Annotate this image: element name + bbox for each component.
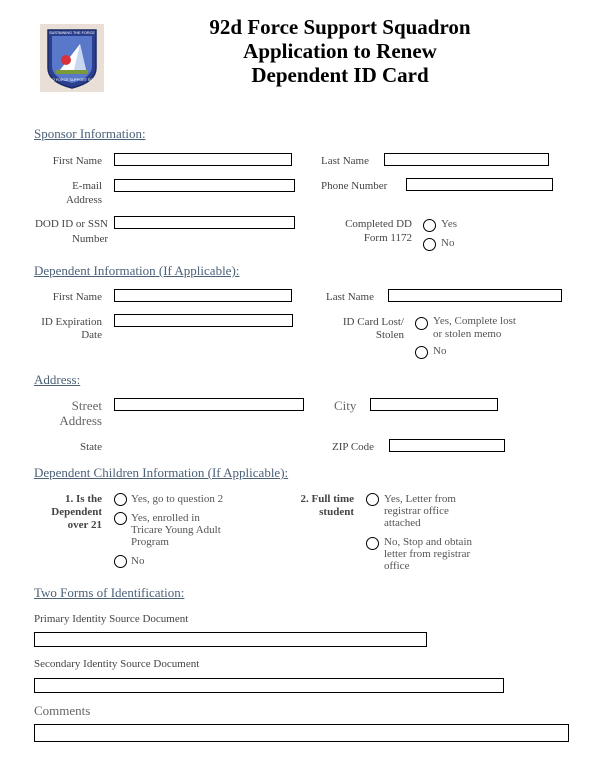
q1-yes-q2-label: Yes, go to question 2 <box>131 493 224 505</box>
q1-label-2: Dependent <box>51 506 102 518</box>
primary-id-label: Primary Identity Source Document <box>34 613 189 625</box>
q2-yes-label-3: attached <box>384 517 421 529</box>
sponsor-phone-field[interactable] <box>406 178 553 191</box>
sponsor-1172-yes-label: Yes <box>441 218 458 230</box>
sponsor-email-label-1: E-mail <box>72 180 102 192</box>
state-label: State <box>80 441 102 453</box>
city-field[interactable] <box>370 398 498 411</box>
sponsor-1172-no-label: No <box>441 237 455 249</box>
q2-yes-radio[interactable] <box>366 493 379 506</box>
dependent-lost-yes-label-2: or stolen memo <box>433 328 502 340</box>
dependent-last-name-label: Last Name <box>326 291 374 303</box>
sponsor-first-name-label: First Name <box>52 155 102 167</box>
dependent-exp-label-2: Date <box>81 329 102 341</box>
q2-yes-label-1: Yes, Letter from <box>384 493 456 505</box>
q2-yes-label-2: registrar office <box>384 505 449 517</box>
identification-heading: Two Forms of Identification: <box>34 585 185 600</box>
q1-yes-tricare-label-2: Tricare Young Adult <box>131 524 221 536</box>
title-line-3: Dependent ID Card <box>251 63 429 87</box>
q2-label-1: 2. Full time <box>300 493 354 505</box>
dependent-lost-label-1: ID Card Lost/ <box>342 316 404 328</box>
city-label: City <box>334 398 357 413</box>
sponsor-email-label-2: Address <box>65 194 102 206</box>
dependent-lost-no-label: No <box>433 345 447 357</box>
title-line-1: 92d Force Support Squadron <box>209 15 471 39</box>
zip-field[interactable] <box>389 439 505 452</box>
squadron-emblem-icon <box>40 24 104 92</box>
sponsor-phone-label: Phone Number <box>321 180 388 192</box>
secondary-id-field[interactable] <box>34 678 504 693</box>
squadron-logo <box>40 24 104 92</box>
q1-label-1: 1. Is the <box>65 493 102 505</box>
q1-yes-q2-radio[interactable] <box>114 493 127 506</box>
children-heading: Dependent Children Information (If Applicable): <box>34 465 289 480</box>
dependent-exp-label-1: ID Expiration <box>41 316 102 328</box>
q1-no-label: No <box>131 555 145 567</box>
q2-no-radio[interactable] <box>366 537 379 550</box>
street-label-1: Street <box>71 398 102 413</box>
sponsor-first-name-field[interactable] <box>114 153 292 166</box>
comments-field[interactable] <box>34 724 569 742</box>
dependent-lost-label-2: Stolen <box>375 329 404 341</box>
logo-top-text: SUSTAINING THE FORCE <box>49 31 95 35</box>
q1-yes-tricare-label-3: Program <box>131 536 169 548</box>
sponsor-completed-label-1: Completed DD <box>345 218 412 230</box>
q1-yes-tricare-radio[interactable] <box>114 512 127 525</box>
dependent-heading: Dependent Information (If Applicable): <box>34 263 240 278</box>
dependent-last-name-field[interactable] <box>388 289 562 302</box>
logo-bottom-text: 92 FORCE SUPPORT SQ <box>50 78 94 82</box>
sponsor-heading: Sponsor Information: <box>34 126 146 141</box>
sponsor-last-name-label: Last Name <box>321 155 369 167</box>
dependent-lost-yes-radio[interactable] <box>415 317 428 330</box>
dependent-lost-no-radio[interactable] <box>415 346 428 359</box>
sponsor-1172-no-radio[interactable] <box>423 238 436 251</box>
street-label-2: Address <box>59 413 102 428</box>
secondary-id-label: Secondary Identity Source Document <box>34 658 200 670</box>
sponsor-last-name-field[interactable] <box>384 153 549 166</box>
sponsor-dod-label-1: DOD ID or SSN <box>34 218 108 230</box>
dependent-lost-yes-label-1: Yes, Complete lost <box>433 315 516 327</box>
sponsor-1172-yes-radio[interactable] <box>423 219 436 232</box>
q2-label-2: student <box>319 506 354 518</box>
q2-no-label-3: office <box>384 560 410 572</box>
dependent-exp-field[interactable] <box>114 314 293 327</box>
address-heading: Address: <box>34 372 81 387</box>
sponsor-dod-label-2: Number <box>71 233 108 245</box>
dependent-first-name-field[interactable] <box>114 289 292 302</box>
street-field[interactable] <box>114 398 304 411</box>
q1-no-radio[interactable] <box>114 555 127 568</box>
comments-label: Comments <box>34 703 91 718</box>
sponsor-email-field[interactable] <box>114 179 295 192</box>
q2-no-label-1: No, Stop and obtain <box>384 536 472 548</box>
q2-no-label-2: letter from registrar <box>384 548 471 560</box>
q1-label-3: over 21 <box>67 519 102 531</box>
dependent-first-name-label: First Name <box>52 291 102 303</box>
primary-id-field[interactable] <box>34 632 427 647</box>
zip-label: ZIP Code <box>332 441 375 453</box>
q1-yes-tricare-label-1: Yes, enrolled in <box>131 512 200 524</box>
sponsor-completed-label-2: Form 1172 <box>363 232 412 244</box>
sponsor-dod-field[interactable] <box>114 216 295 229</box>
title-line-2: Application to Renew <box>243 39 437 63</box>
